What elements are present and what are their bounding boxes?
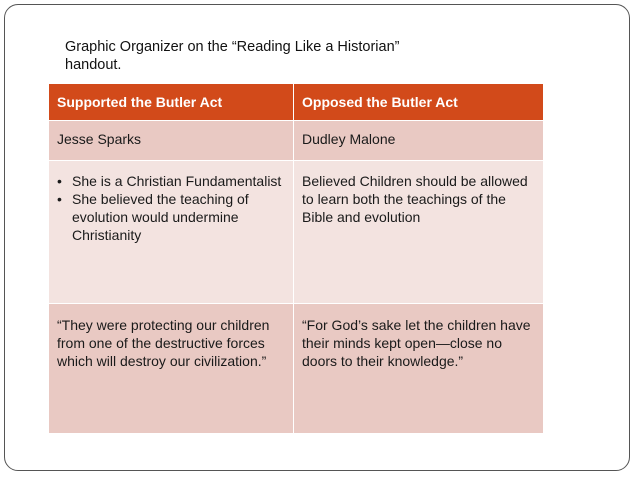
opponent-name: Dudley Malone [294,121,544,161]
belief-text: She believed the teaching of evolution would undermine Christianity [72,191,249,243]
caption-line-2: handout. [65,57,122,73]
list-item [57,172,285,190]
table-row [49,304,544,434]
supporter-quote: “They were protecting our children from one of the destructive forces which will destroy our civilization.” [49,304,294,434]
supporter-beliefs-cell [49,161,294,304]
header-opposed: Opposed the Butler Act [294,84,544,121]
table-row [49,121,544,161]
list-item [57,190,285,244]
opponent-belief-cell: Believed Children should be allowed to learn both the teachings of the Bible and evolution [294,161,544,304]
caption-line-1: Graphic Organizer on the “Reading Like a Historian” [65,39,400,55]
header-supported: Supported the Butler Act [49,84,294,121]
belief-text: She is a Christian Fundamentalist [72,173,282,189]
caption [65,38,485,74]
graphic-organizer-table [48,83,544,434]
bullet-icon: • [57,173,62,189]
header-row [49,84,544,121]
supporter-name: Jesse Sparks [49,121,294,161]
supporter-beliefs-list [57,172,285,244]
bullet-icon: • [57,191,62,207]
table-row [49,161,544,304]
opponent-quote: “For God’s sake let the children have their minds kept open—close no doors to their knowledge.” [294,304,544,434]
